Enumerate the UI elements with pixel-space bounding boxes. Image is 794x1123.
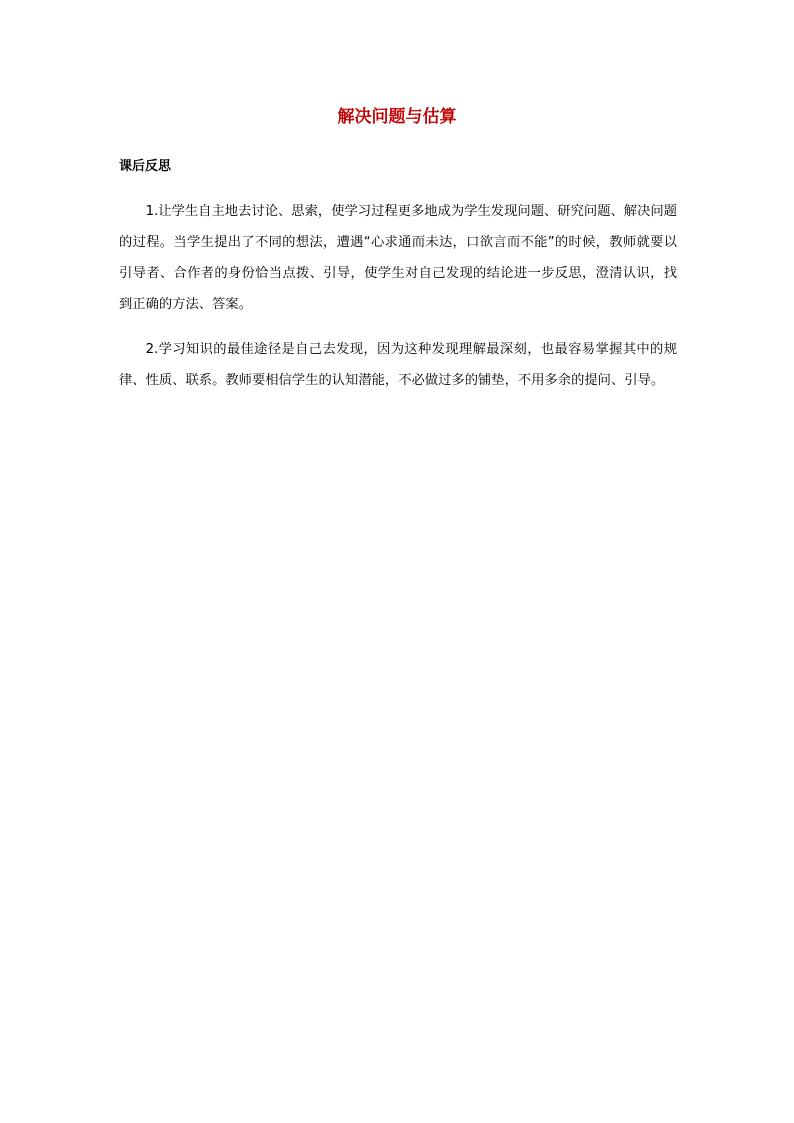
- paragraph-1: 1.让学生自主地去讨论、思索，使学习过程更多地成为学生发现问题、研究问题、解决问题的过程。当学生提出了不同的想法，遭遇“心求通而未达，口欲言而不能”的时候，教师就要以引导者、合作者的身份恰当点拨、引导，使学生对自己发现的结论进一步反思，澄清认识，找到正确的方法、答案。: [119, 204, 677, 312]
- paragraph-2: 2.学习知识的最佳途径是自己去发现，因为这种发现理解最深刻，也最容易掌握其中的规律、性质、联系。教师要相信学生的认知潜能，不必做过多的铺垫，不用多余的提问、引导。: [119, 342, 677, 388]
- document-title: 解决问题与估算: [337, 107, 457, 127]
- section-heading: 课后反思: [119, 159, 172, 174]
